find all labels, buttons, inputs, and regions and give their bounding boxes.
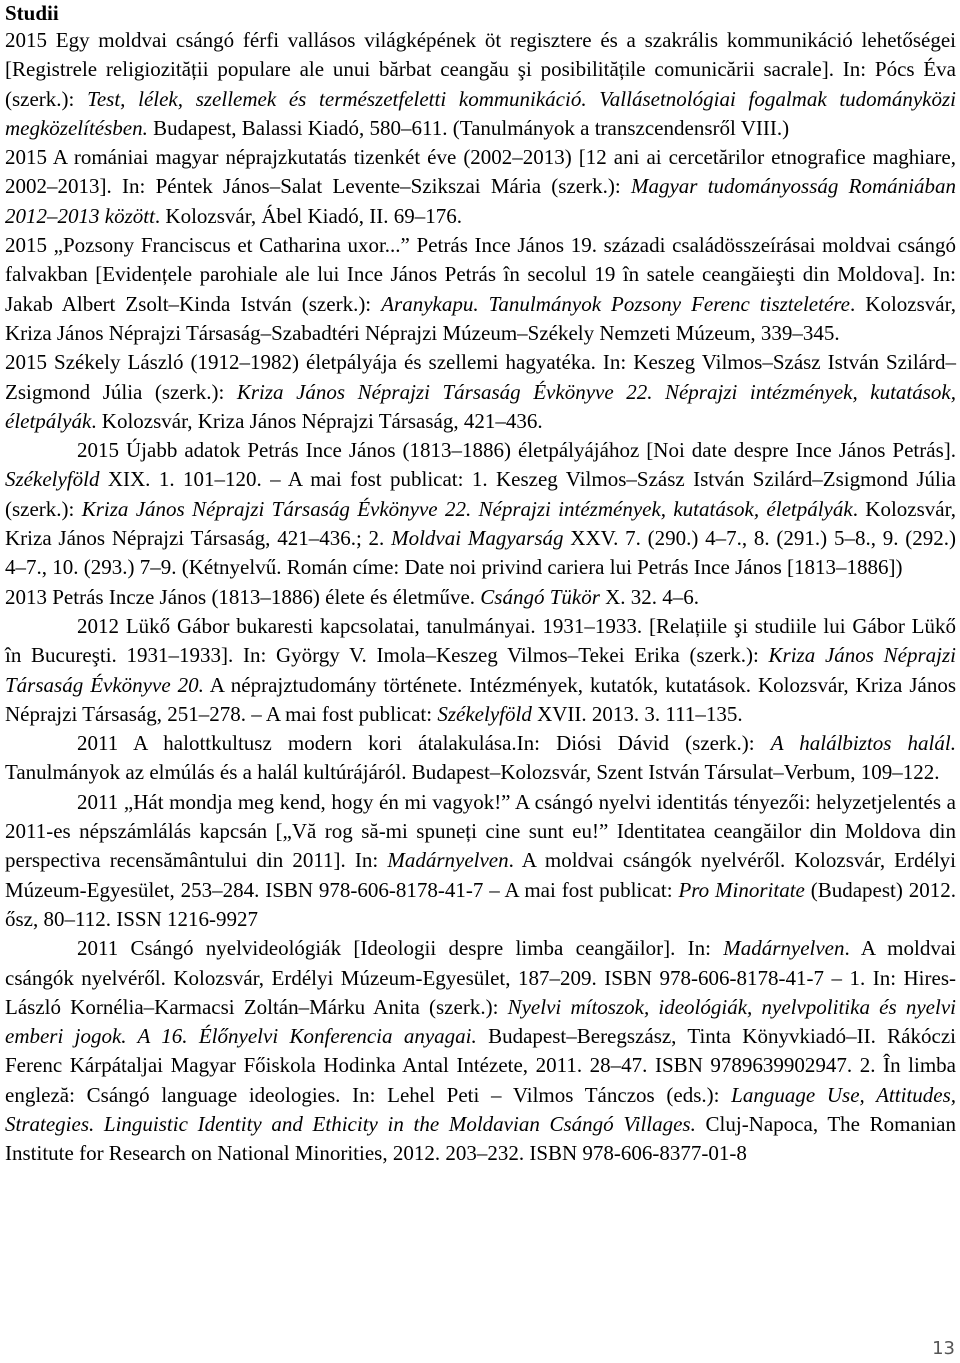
section-heading: Studii [5,1,59,25]
bibliography-entry [5,231,956,348]
entry-text: (Budapest) 2012. ősz, 80–112. ISSN 1216-9927 [5,877,956,931]
bibliography-entry [5,729,956,788]
bibliography-entry [5,788,956,934]
entry-text: XIX. 1. 101–120. – A mai fost publicat: 1. Keszeg Vilmos–Szász István Szilárd–Zsigmond Júlia (szerk.): [5,467,956,521]
entry-text: . A moldvai csángók nyelvéről. Kolozsvár, Erdélyi Múzeum-Egyesület, 253–284. ISBN 978-606-8178-41-7 – A mai fost publicat: [5,848,956,902]
bibliography-entry [5,348,956,436]
entry-text: 2011 „Hát mondja meg kend, hogy én mi vagyok!” A csángó nyelvi identitás tényezői: helyzetjelentés a 2011-es népszámlálás kapcsán [„Vă rog să-mi spuneți cine sunt eu!” Identitatea ceangăilor din Moldova din perspectiva recensământului din 2011]. In: [5,789,956,873]
entry-text: Budapest–Beregszász, Tinta Könyvkiadó–II. Rákóczi Ferenc Kárpátaljai Magyar Főiskola Hodinka Antal Intézete, 2011. 28–47. ISBN 9789639902947. 2. În limba engleză: Csángó language ideologies. In: Lehel Peti – Vilmos Tánczos (eds.): [5,1024,956,1107]
entry-text: Cluj-Napoca, The Romanian Institute for Research on National Minorities, 2012. 203–232. ISBN 978-606-8377-01-8 [5,1111,956,1166]
entry-title-italic: Madárnyelven [387,848,509,873]
entry-title-italic: Kriza János Néprajzi Társaság Évkönyve 22. Néprajzi intézmények, kutatások, életpályák [81,496,853,521]
entry-title-italic: Pro Minoritate [678,877,805,902]
entry-title-italic: Aranykapu. Tanulmányok Pozsony Ferenc tiszteletére [381,291,850,316]
entry-text: . Kolozsvár, Kriza János Néprajzi Társaság, 421–436.; 2. [5,496,956,551]
entry-title-italic: Language Use, Attitudes, Strategies. Linguistic Identity and Ethicity in the Moldavian Csángó Villages. [5,1082,956,1136]
entry-text: 2013 Petrás Incze János (1813–1886) élete és életműve. [5,584,481,609]
bibliography-entry [5,143,956,231]
entry-title-italic: Test, lélek, szellemek és természetfeletti kommunikáció. Vallásetnológiai fogalmak tudományközi megközelítésben. [5,86,956,140]
entry-text: XVII. 2013. 3. 111–135. [531,701,743,726]
entry-text: . Kolozsvár, Ábel Kiadó, II. 69–176. [154,203,463,228]
bibliography-entry [5,583,956,612]
entry-title-italic: Kriza János Néprajzi Társaság Évkönyve 20. [5,643,956,697]
entry-text: A néprajztudomány története. Intézmények, kutatók, kutatások. Kolozsvár, Kriza János Néprajzi Társaság, 251–278. – A mai fost publicat: [5,672,956,726]
entry-text: 2011 Csángó nyelvideológiák [Ideologii despre limba ceangăilor]. In: [77,936,724,961]
entry-text: 2015 A romániai magyar néprajzkutatás tizenkét éve (2002–2013) [12 ani ai cercetărilor etnografice maghiare, 2002–2013]. In: Péntek János–Salat Levente–Szikszai Mária (szerk.): [5,145,956,199]
entry-title-italic: A halálbiztos halál. [770,731,956,756]
entry-text: 2015 Egy moldvai csángó férfi vallásos világképének öt regisztere és a szakrális kommunikáció lehetőségei [Registrele religiozității populare ale unui bărbat ceangău şi posibilitățile comunicării sacrale]. In: Pócs Éva (szerk.): [5,28,956,111]
entry-title-italic: Magyar tudományosság Romániában 2012–2013 között [5,174,956,228]
entry-title-italic: Nyelvi mítoszok, ideológiák, nyelvpolitika és nyelvi emberi jogok. A 16. Élőnyelvi Konferencia anyagai. [5,994,956,1049]
bibliography-list [5,26,956,1169]
entry-title-italic: Székelyföld [5,467,100,492]
entry-text: Budapest, Balassi Kiadó, 580–611. (Tanulmányok a transzcendensről VIII.) [147,115,790,140]
bibliography-entry [5,436,956,582]
entry-title-italic: Csángó Tükör [480,584,600,609]
entry-text: Tanulmányok az elmúlás és a halál kultúrájáról. Budapest–Kolozsvár, Szent István Társulat–Verbum, 109–122. [5,760,940,785]
page-number: 13 [932,1338,955,1359]
entry-text: 2012 Lükő Gábor bukaresti kapcsolatai, tanulmányai. 1931–1933. [Relațiile şi studiile lui Gábor Lükő în Bucureşti. 1931–1933]. In: György V. Imola–Keszeg Vilmos–Tekei Erika (szerk.): [5,613,956,668]
bibliography-entry [5,934,956,1168]
bibliography-entry [5,612,956,729]
entry-text: XXV. 7. (290.) 4–7., 8. (291.) 5–8., 9. (292.) 4–7., 10. (293.) 7–9. (Kétnyelvű. Román címe: Date noi privind cariera lui Petrás Ince János [1813–1886]) [5,526,956,580]
entry-title-italic: Székelyföld [437,701,532,726]
entry-text: 2011 A halottkultusz modern kori átalakulása.In: Diósi Dávid (szerk.): [77,731,771,756]
entry-text: . Kolozsvár, Kriza János Néprajzi Társaság–Szabadtéri Néprajzi Múzeum–Székely Nemzeti Múzeum, 339–345. [5,291,957,345]
entry-text: . A moldvai csángók nyelvéről. Kolozsvár, Erdélyi Múzeum-Egyesület, 187–209. ISBN 978-606-8178-41-7 – 1. In: Hires-László Kornélia–Karmacsi Zoltán–Márku Anita (szerk.): [5,936,956,1019]
entry-title-italic: Madárnyelven [723,936,845,961]
entry-title-italic: Kriza János Néprajzi Társaság Évkönyve 22. Néprajzi intézmények, kutatások, életpályák [5,379,956,433]
entry-text: . Kolozsvár, Kriza János Néprajzi Társaság, 421–436. [91,408,543,433]
entry-text: X. 32. 4–6. [599,584,700,609]
entry-text: 2015 Székely László (1912–1982) életpályája és szellemi hagyatéka. In: Keszeg Vilmos–Szász István Szilárd–Zsigmond Júlia (szerk.): [5,350,956,404]
entry-title-italic: Moldvai Magyarság [391,526,564,551]
bibliography-entry [5,26,956,143]
entry-text: 2015 Újabb adatok Petrás Ince János (1813–1886) életpályájához [Noi date despre Ince János Petrás]. [77,438,956,463]
entry-text: 2015 „Pozsony Franciscus et Catharina uxor...” Petrás Ince János 19. századi családösszeírásai moldvai csángó falvakban [Evidențele parohiale ale lui Ince János Petrás în secolul 19 în satele ceangăieşti din Moldova]. In: Jakab Albert Zsolt–Kinda István (szerk.): [5,233,956,316]
